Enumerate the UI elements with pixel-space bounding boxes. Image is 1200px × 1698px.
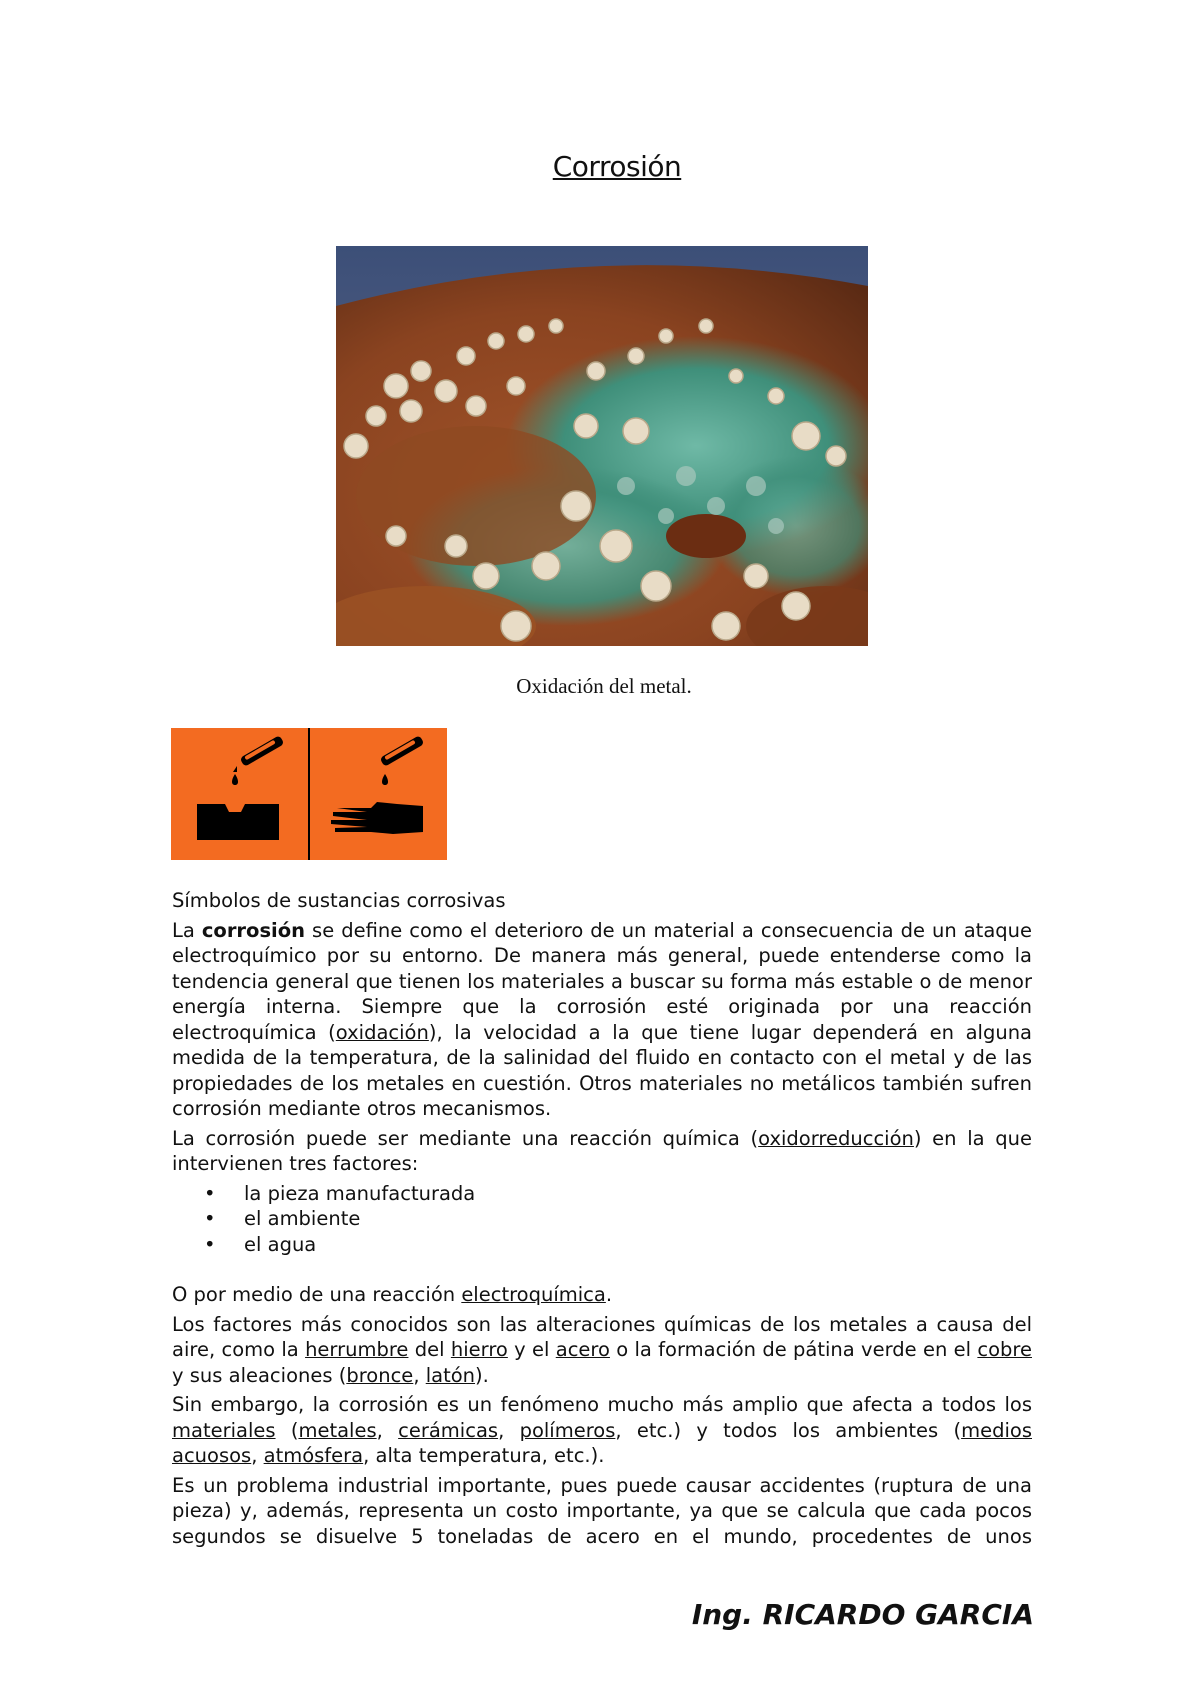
link-atmosfera[interactable]: atmósfera [263,1444,364,1467]
paragraph-broad-phenomenon: Sin embargo, la corrosión es un fenómeno mucho más amplio que afecta a todos los materiales (metales, cerámicas, polímeros, etc.) y todos los ambientes (medios acuosos, atmósfera, alta temperatura, etc.). [172,1393,1032,1467]
link-electroquimica[interactable]: electroquímica [461,1283,606,1306]
corroded-metal-photo [336,246,868,646]
link-ceramicas[interactable]: cerámicas [398,1418,499,1442]
image-caption: Oxidación del metal. [516,674,692,698]
factors-list [172,1181,1032,1258]
list-item: • el ambiente [244,1206,1032,1232]
link-bronce[interactable]: bronce [346,1363,414,1387]
link-hierro[interactable]: hierro [450,1338,508,1361]
paragraph-known-factors: Los factores más conocidos son las alteraciones químicas de los metales a causa del aire, como la herrumbre del hierro y el acero o la formación de pátina verde en el cobre y sus aleaciones (bronce, latón). [172,1312,1032,1387]
symbols-label: Símbolos de sustancias corrosivas [172,889,506,912]
paragraph-industrial-problem: Es un problema industrial importante, pues puede causar accidentes (ruptura de una pieza) y, además, representa un costo importante, ya que se calcula que cada pocos segundos se disuelve 5 toneladas de acero en el mundo, procedentes de unos [172,1473,1032,1548]
corrosive-hazard-symbols [171,728,447,860]
link-laton[interactable]: latón [425,1363,476,1387]
paragraph-factors-intro: La corrosión puede ser mediante una reacción química (oxidorreducción) en la que intervienen tres factores: [172,1126,1032,1175]
paragraph-electrochemical: O por medio de una reacción electroquímica. [172,1283,613,1306]
list-item: • la pieza manufacturada [244,1181,1032,1207]
list-item: • el agua [244,1232,1032,1258]
link-medios-acuosos[interactable]: medios acuosos [172,1418,1032,1467]
link-polimeros[interactable]: polímeros [519,1418,616,1442]
paragraph-definition: La corrosión se define como el deterioro de un material a consecuencia de un ataque electroquímico por su entorno. De manera más general, puede entenderse como la tendencia general que tienen los materiales a buscar su forma más estable o de menor energía interna. Siempre que la corrosión esté originada por una reacción electroquímica (oxidación), la velocidad a la que tiene lugar dependerá en alguna medida de la temperatura, de la salinidad del fluido en contacto con el metal y de las propiedades de los metales en cuestión. Otros materiales no metálicos también sufren corrosión mediante otros mecanismos. [172,918,1033,1120]
link-materiales[interactable]: materiales [172,1418,276,1442]
link-cobre[interactable]: cobre [977,1338,1032,1361]
page-title: Corrosión [552,150,682,183]
link-herrumbre[interactable]: herrumbre [305,1338,409,1361]
document-body [172,888,1032,1553]
author-footer: Ing. RICARDO GARCIA [691,1598,1034,1631]
link-oxidacion[interactable]: oxidación [335,1020,429,1044]
link-metales[interactable]: metales [298,1418,377,1442]
link-acero[interactable]: acero [555,1338,610,1361]
link-oxidorreduccion[interactable]: oxidorreducción [758,1126,914,1150]
term-corrosion: corrosión [201,918,306,942]
